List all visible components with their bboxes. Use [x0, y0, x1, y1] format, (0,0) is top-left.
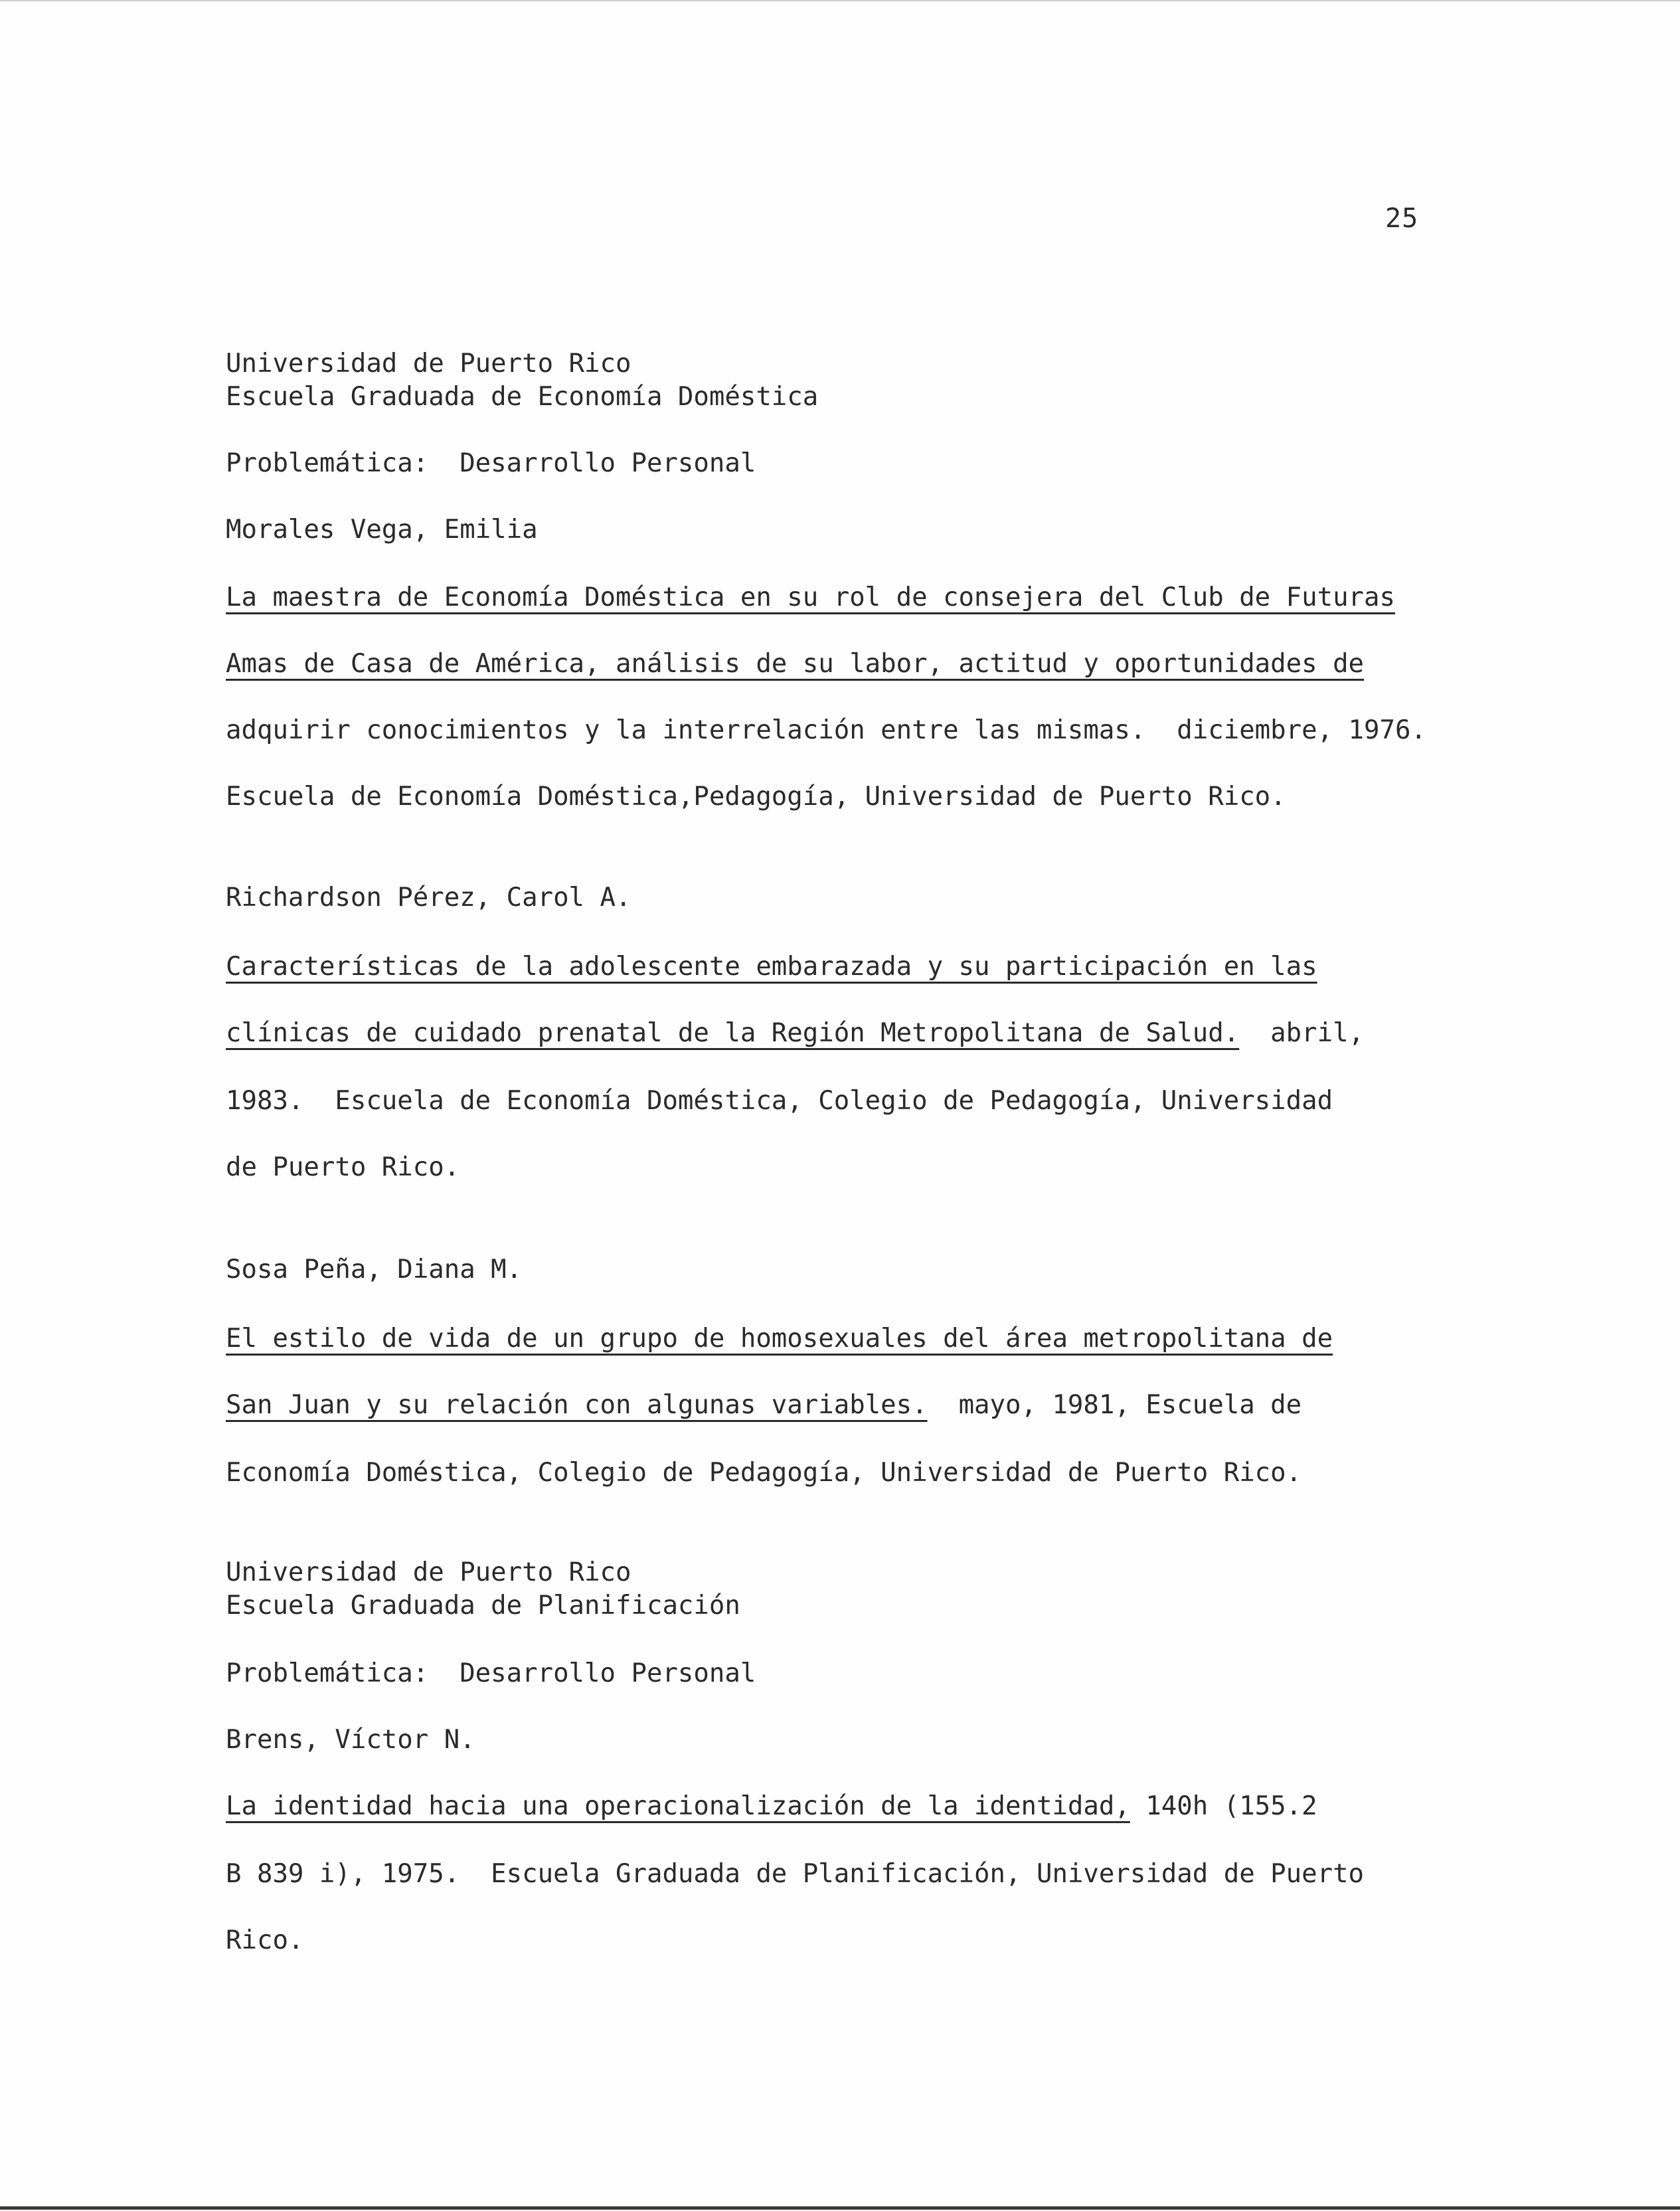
thesis-title-line [226, 580, 1395, 615]
institution-heading: Universidad de Puerto Rico [226, 349, 631, 379]
problematica-label: Problemática: Desarrollo Personal [226, 1658, 756, 1688]
top-edge-rule [0, 0, 1680, 1]
problematica-label: Problemática: Desarrollo Personal [226, 448, 756, 478]
page-number: 25 [1385, 203, 1419, 234]
thesis-title-text: clínicas de cuidado prenatal de la Región Metropolitana de Salud. [226, 1018, 1240, 1048]
thesis-title-line [226, 1322, 1333, 1356]
citation-line: 1983. Escuela de Economía Doméstica, Colegio de Pedagogía, Universidad [226, 1086, 1333, 1116]
bottom-edge-rule [0, 2206, 1680, 2210]
thesis-title-text: La identidad hacia una operacionalización de la identidad, [226, 1791, 1130, 1821]
thesis-title-text: La maestra de Economía Doméstica en su rol de consejera del Club de Futuras [226, 582, 1395, 612]
citation-line: adquirir conocimientos y la interrelación entre las mismas. diciembre, 1976. [226, 715, 1426, 745]
thesis-title-line [226, 1388, 1302, 1423]
citation-line: Economía Doméstica, Colegio de Pedagogía, Universidad de Puerto Rico. [226, 1458, 1302, 1488]
thesis-title-text: Amas de Casa de América, análisis de su labor, actitud y oportunidades de [226, 649, 1365, 679]
citation-line: de Puerto Rico. [226, 1152, 460, 1182]
thesis-title-text: Características de la adolescente embarazada y su participación en las [226, 952, 1317, 982]
thesis-title-line [226, 1789, 1317, 1824]
thesis-title-line [226, 1016, 1364, 1051]
citation-line: Escuela de Economía Doméstica,Pedagogía, Universidad de Puerto Rico. [226, 782, 1286, 812]
thesis-title-text: El estilo de vida de un grupo de homosexuales del área metropolitana de [226, 1324, 1333, 1354]
school-heading: Escuela Graduada de Planificación [226, 1591, 740, 1621]
author-name: Brens, Víctor N. [226, 1725, 475, 1755]
citation-date: mayo, 1981, Escuela de [927, 1390, 1302, 1420]
thesis-title-text: San Juan y su relación con algunas variables. [226, 1390, 928, 1420]
author-name: Sosa Peña, Diana M. [226, 1255, 523, 1284]
author-name: Richardson Pérez, Carol A. [226, 883, 631, 913]
call-number: 140h (155.2 [1130, 1791, 1317, 1821]
citation-date: abril, [1239, 1018, 1365, 1048]
citation-line: B 839 i), 1975. Escuela Graduada de Planificación, Universidad de Puerto [226, 1859, 1365, 1889]
institution-heading: Universidad de Puerto Rico [226, 1557, 631, 1587]
thesis-title-line [226, 950, 1317, 984]
author-name: Morales Vega, Emilia [226, 515, 538, 545]
citation-line: Rico. [226, 1925, 304, 1955]
thesis-title-line [226, 647, 1364, 681]
school-heading: Escuela Graduada de Economía Doméstica [226, 382, 819, 412]
